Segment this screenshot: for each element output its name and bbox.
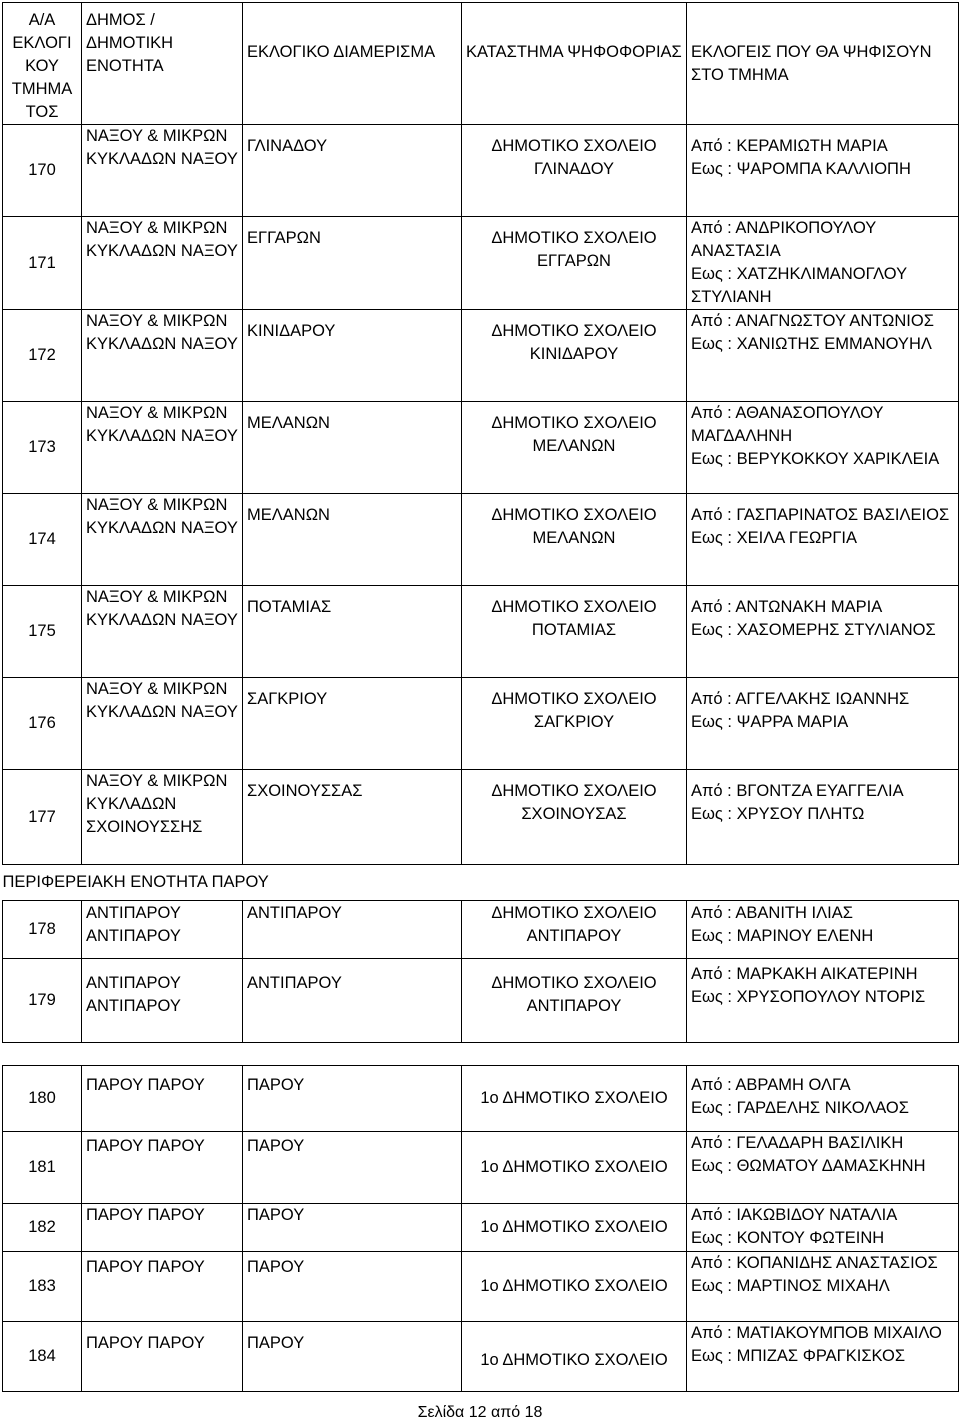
table-header-row [3,3,959,125]
dimos-cell: ΠΑΡΟΥ ΠΑΡΟΥ [82,1252,243,1322]
table-row [3,586,959,678]
dimos-cell: ΝΑΞΟΥ & ΜΙΚΡΩΝ ΚΥΚΛΑΔΩΝ ΣΧΟΙΝΟΥΣΣΗΣ [82,770,243,865]
diamerisma-cell: ΠΑΡΟΥ [243,1252,462,1322]
header-dimos: ΔΗΜΟΣ / ΔΗΜΟΤΙΚΗ ΕΝΟΤΗΤΑ [82,3,243,125]
tmima-number: 178 [3,901,82,959]
section-title: ΠΕΡΙΦΕΡΕΙΑΚΗ ΕΝΟΤΗΤΑ ΠΑΡΟΥ [3,865,959,901]
diamerisma-cell: ΠΑΡΟΥ [243,1132,462,1204]
table-row [3,310,959,402]
katastima-cell: ΔΗΜΟΤΙΚΟ ΣΧΟΛΕΙΟ ΜΕΛΑΝΩΝ [462,402,687,494]
polling-stations-table [2,2,959,1392]
dimos-cell: ΠΑΡΟΥ ΠΑΡΟΥ [82,1204,243,1252]
katastima-cell: ΔΗΜΟΤΙΚΟ ΣΧΟΛΕΙΟ ΑΝΤΙΠΑΡΟΥ [462,901,687,959]
tmima-number: 179 [3,959,82,1043]
ekloges-cell: Από : ΒΓΟΝΤΖΑ ΕΥΑΓΓΕΛΙΑ Εως : ΧΡΥΣΟΥ ΠΛΗΤΩ [687,770,959,865]
katastima-cell: 1ο ΔΗΜΟΤΙΚΟ ΣΧΟΛΕΙΟ [462,1066,687,1132]
dimos-cell: ΝΑΞΟΥ & ΜΙΚΡΩΝ ΚΥΚΛΑΔΩΝ ΝΑΞΟΥ [82,494,243,586]
table-row [3,402,959,494]
table-row [3,217,959,310]
dimos-cell: ΝΑΞΟΥ & ΜΙΚΡΩΝ ΚΥΚΛΑΔΩΝ ΝΑΞΟΥ [82,586,243,678]
dimos-cell: ΠΑΡΟΥ ΠΑΡΟΥ [82,1132,243,1204]
dimos-cell: ΝΑΞΟΥ & ΜΙΚΡΩΝ ΚΥΚΛΑΔΩΝ ΝΑΞΟΥ [82,678,243,770]
katastima-cell: 1ο ΔΗΜΟΤΙΚΟ ΣΧΟΛΕΙΟ [462,1252,687,1322]
table-row [3,494,959,586]
dimos-cell: ΑΝΤΙΠΑΡΟΥ ΑΝΤΙΠΑΡΟΥ [82,959,243,1043]
diamerisma-cell: ΣΑΓΚΡΙΟΥ [243,678,462,770]
ekloges-cell: Από : ΚΕΡΑΜΙΩΤΗ ΜΑΡΙΑ Εως : ΨΑΡΟΜΠΑ ΚΑΛΛΙΟΠΗ [687,125,959,217]
diamerisma-cell: ΑΝΤΙΠΑΡΟΥ [243,901,462,959]
table-row [3,901,959,959]
katastima-cell: ΔΗΜΟΤΙΚΟ ΣΧΟΛΕΙΟ ΕΓΓΑΡΩΝ [462,217,687,310]
tmima-number: 173 [3,402,82,494]
ekloges-cell: Από : ΑΝΑΓΝΩΣΤΟΥ ΑΝΤΩΝΙΟΣ Εως : ΧΑΝΙΩΤΗΣ ΕΜΜΑΝΟΥΗΛ [687,310,959,402]
katastima-cell: ΔΗΜΟΤΙΚΟ ΣΧΟΛΕΙΟ ΑΝΤΙΠΑΡΟΥ [462,959,687,1043]
diamerisma-cell: ΠΟΤΑΜΙΑΣ [243,586,462,678]
diamerisma-cell: ΠΑΡΟΥ [243,1322,462,1392]
tmima-number: 177 [3,770,82,865]
ekloges-cell: Από : ΑΝΔΡΙΚΟΠΟΥΛΟΥ ΑΝΑΣΤΑΣΙΑ Εως : ΧΑΤΖΗΚΛΙΜΑΝΟΓΛΟΥ ΣΤΥΛΙΑΝΗ [687,217,959,310]
diamerisma-cell: ΣΧΟΙΝΟΥΣΣΑΣ [243,770,462,865]
ekloges-cell: Από : ΑΓΓΕΛΑΚΗΣ ΙΩΑΝΝΗΣ Εως : ΨΑΡΡΑ ΜΑΡΙΑ [687,678,959,770]
table-row [3,1322,959,1392]
diamerisma-cell: ΚΙΝΙΔΑΡΟΥ [243,310,462,402]
table-row [3,125,959,217]
diamerisma-cell: ΠΑΡΟΥ [243,1066,462,1132]
diamerisma-cell: ΑΝΤΙΠΑΡΟΥ [243,959,462,1043]
ekloges-cell: Από : ΜΑΤΙΑΚΟΥΜΠΟΒ ΜΙΧΑΙΛΟ Εως : ΜΠΙΖΑΣ ΦΡΑΓΚΙΣΚΟΣ [687,1322,959,1392]
katastima-cell: 1ο ΔΗΜΟΤΙΚΟ ΣΧΟΛΕΙΟ [462,1204,687,1252]
diamerisma-cell: ΜΕΛΑΝΩΝ [243,402,462,494]
table-row [3,1252,959,1322]
ekloges-cell: Από : ΜΑΡΚΑΚΗ ΑΙΚΑΤΕΡΙΝΗ Εως : ΧΡΥΣΟΠΟΥΛΟΥ ΝΤΟΡΙΣ [687,959,959,1043]
ekloges-cell: Από : ΚΟΠΑΝΙΔΗΣ ΑΝΑΣΤΑΣΙΟΣ Εως : ΜΑΡΤΙΝΟΣ ΜΙΧΑΗΛ [687,1252,959,1322]
tmima-number: 180 [3,1066,82,1132]
tmima-number: 175 [3,586,82,678]
dimos-cell: ΝΑΞΟΥ & ΜΙΚΡΩΝ ΚΥΚΛΑΔΩΝ ΝΑΞΟΥ [82,310,243,402]
tmima-number: 176 [3,678,82,770]
ekloges-cell: Από : ΑΒΡΑΜΗ ΟΛΓΑ Εως : ΓΑΡΔΕΛΗΣ ΝΙΚΟΛΑΟΣ [687,1066,959,1132]
ekloges-cell: Από : ΙΑΚΩΒΙΔΟΥ ΝΑΤΑΛΙΑ Εως : ΚΟΝΤΟΥ ΦΩΤΕΙΝΗ [687,1204,959,1252]
dimos-cell: ΠΑΡΟΥ ΠΑΡΟΥ [82,1066,243,1132]
dimos-cell: ΑΝΤΙΠΑΡΟΥ ΑΝΤΙΠΑΡΟΥ [82,901,243,959]
tmima-number: 182 [3,1204,82,1252]
table-row [3,678,959,770]
tmima-number: 170 [3,125,82,217]
katastima-cell: ΔΗΜΟΤΙΚΟ ΣΧΟΛΕΙΟ ΣΑΓΚΡΙΟΥ [462,678,687,770]
dimos-cell: ΝΑΞΟΥ & ΜΙΚΡΩΝ ΚΥΚΛΑΔΩΝ ΝΑΞΟΥ [82,125,243,217]
dimos-cell: ΠΑΡΟΥ ΠΑΡΟΥ [82,1322,243,1392]
ekloges-cell: Από : ΑΒΑΝΙΤΗ ΙΛΙΑΣ Εως : ΜΑΡΙΝΟΥ ΕΛΕΝΗ [687,901,959,959]
table-row [3,959,959,1043]
katastima-cell: ΔΗΜΟΤΙΚΟ ΣΧΟΛΕΙΟ ΠΟΤΑΜΙΑΣ [462,586,687,678]
tmima-number: 172 [3,310,82,402]
tmima-number: 181 [3,1132,82,1204]
header-diamerisma: ΕΚΛΟΓΙΚΟ ΔΙΑΜΕΡΙΣΜΑ [243,3,462,125]
header-tmima: Α/Α ΕΚΛΟΓΙ ΚΟΥ ΤΜΗΜΑ ΤΟΣ [3,3,82,125]
page-footer: Σελίδα 12 από 18 [417,1404,543,1421]
tmima-number: 183 [3,1252,82,1322]
tmima-number: 184 [3,1322,82,1392]
tmima-number: 171 [3,217,82,310]
ekloges-cell: Από : ΓΑΣΠΑΡΙΝΑΤΟΣ ΒΑΣΙΛΕΙΟΣ Εως : ΧΕΙΛΑ ΓΕΩΡΓΙΑ [687,494,959,586]
header-ekloges: ΕΚΛΟΓΕΙΣ ΠΟΥ ΘΑ ΨΗΦΙΣΟΥΝ ΣΤΟ ΤΜΗΜΑ [687,3,959,125]
dimos-cell: ΝΑΞΟΥ & ΜΙΚΡΩΝ ΚΥΚΛΑΔΩΝ ΝΑΞΟΥ [82,402,243,494]
katastima-cell: 1ο ΔΗΜΟΤΙΚΟ ΣΧΟΛΕΙΟ [462,1322,687,1392]
table-row [3,1204,959,1252]
katastima-cell: ΔΗΜΟΤΙΚΟ ΣΧΟΛΕΙΟ ΜΕΛΑΝΩΝ [462,494,687,586]
spacer-row [3,1043,959,1066]
katastima-cell: ΔΗΜΟΤΙΚΟ ΣΧΟΛΕΙΟ ΚΙΝΙΔΑΡΟΥ [462,310,687,402]
table-row [3,1066,959,1132]
katastima-cell: 1ο ΔΗΜΟΤΙΚΟ ΣΧΟΛΕΙΟ [462,1132,687,1204]
table-row [3,1132,959,1204]
ekloges-cell: Από : ΓΕΛΑΔΑΡΗ ΒΑΣΙΛΙΚΗ Εως : ΘΩΜΑΤΟΥ ΔΑΜΑΣΚΗΝΗ [687,1132,959,1204]
tmima-number: 174 [3,494,82,586]
katastima-cell: ΔΗΜΟΤΙΚΟ ΣΧΟΛΕΙΟ ΣΧΟΙΝΟΥΣΑΣ [462,770,687,865]
katastima-cell: ΔΗΜΟΤΙΚΟ ΣΧΟΛΕΙΟ ΓΛΙΝΑΔΟΥ [462,125,687,217]
diamerisma-cell: ΕΓΓΑΡΩΝ [243,217,462,310]
diamerisma-cell: ΜΕΛΑΝΩΝ [243,494,462,586]
ekloges-cell: Από : ΑΘΑΝΑΣΟΠΟΥΛΟΥ ΜΑΓΔΑΛΗΝΗ Εως : ΒΕΡΥΚΟΚΚΟΥ ΧΑΡΙΚΛΕΙΑ [687,402,959,494]
diamerisma-cell: ΓΛΙΝΑΔΟΥ [243,125,462,217]
section-row [3,865,959,901]
ekloges-cell: Από : ΑΝΤΩΝΑΚΗ ΜΑΡΙΑ Εως : ΧΑΣΟΜΕΡΗΣ ΣΤΥΛΙΑΝΟΣ [687,586,959,678]
header-katastima: ΚΑΤΑΣΤΗΜΑ ΨΗΦΟΦΟΡΙΑΣ [462,3,687,125]
table-row [3,770,959,865]
dimos-cell: ΝΑΞΟΥ & ΜΙΚΡΩΝ ΚΥΚΛΑΔΩΝ ΝΑΞΟΥ [82,217,243,310]
diamerisma-cell: ΠΑΡΟΥ [243,1204,462,1252]
